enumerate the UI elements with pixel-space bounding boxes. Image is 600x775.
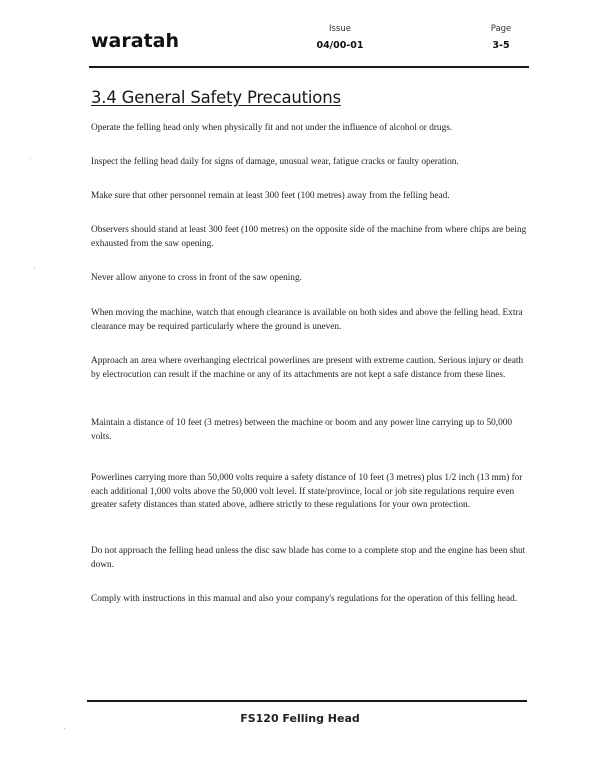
issue-block <box>310 24 370 51</box>
paragraph: When moving the machine, watch that enough clearance is available on both sides and above the felling head. Extra clearance may be required particularly where the ground is uneven. <box>91 308 523 332</box>
issue-value: 04/00-01 <box>316 40 364 51</box>
header-divider <box>89 66 529 68</box>
scan-speck <box>34 267 35 268</box>
page-number-block <box>476 24 526 51</box>
paragraph: Powerlines carrying more than 50,000 volts require a safety distance of 10 feet (3 metres) plus 1/2 inch (13 mm) for each additional 1,000 volts above the 50,000 volt level. If state/province, local or job site regulations require even greater safety distances than stated above, adhere strictly to these regulations for your own protection. <box>91 473 523 510</box>
section-title: 3.4 General Safety Precautions <box>91 88 341 107</box>
paragraph: Inspect the felling head daily for signs of damage, unusual wear, fatigue cracks or faulty operation. <box>91 157 459 167</box>
footer-divider <box>87 700 527 702</box>
paragraph: Maintain a distance of 10 feet (3 metres) between the machine or boom and any power line carrying up to 50,000 volts. <box>91 418 513 442</box>
page-label: Page <box>490 24 512 34</box>
paragraph: Comply with instructions in this manual and also your company's regulations for the operation of this felling head. <box>91 594 518 604</box>
brand-logo: waratah <box>91 30 179 52</box>
paragraph: Observers should stand at least 300 feet (100 metres) on the opposite side of the machine from where chips are being exhausted from the saw opening. <box>91 225 527 249</box>
scan-speck <box>30 158 31 159</box>
paragraph: Approach an area where overhanging electrical powerlines are present with extreme caution. Serious injury or death by electrocution can result if the machine or any of its attachments are not kept a safe distance from these lines. <box>91 356 524 380</box>
scan-speck <box>64 728 65 729</box>
issue-label: Issue <box>329 24 351 34</box>
footer-title: FS120 Felling Head <box>240 712 360 725</box>
paragraph: Do not approach the felling head unless the disc saw blade has come to a complete stop and the engine has been shut down. <box>91 546 526 570</box>
paragraph: Operate the felling head only when physically fit and not under the influence of alcohol or drugs. <box>91 123 453 133</box>
page-number: 3-5 <box>492 40 510 51</box>
paragraph: Never allow anyone to cross in front of the saw opening. <box>91 273 302 283</box>
paragraph: Make sure that other personnel remain at least 300 feet (100 metres) away from the felling head. <box>91 191 450 201</box>
page-header <box>0 0 600 70</box>
